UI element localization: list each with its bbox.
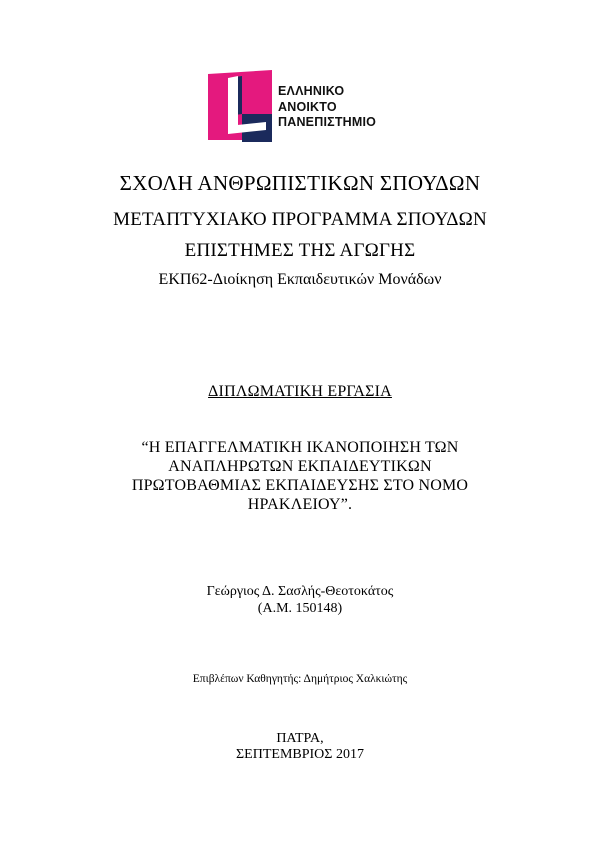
logo-line-1: ΕΛΛΗΝΙΚΟ (278, 84, 345, 98)
thesis-title-line: “Η ΕΠΑΓΓΕΛΜΑΤΙΚΗ ΙΚΑΝΟΠΟΙΗΣΗ ΤΩΝ (141, 439, 459, 456)
thesis-title (0, 438, 600, 514)
logo-line-2: ΑΝΟΙΚΤΟ (278, 99, 337, 114)
program-name: ΜΕΤΑΠΤΥΧΙΑΚΟ ΠΡΟΓΡΑΜΜΑ ΣΠΟΥΔΩΝ (113, 209, 487, 230)
module-name: ΕΚΠ62-Διοίκηση Εκπαιδευτικών Μονάδων (158, 271, 442, 288)
logo-line-3: ΠΑΝΕΠΙΣΤΗΜΙΟ (278, 115, 377, 129)
author-name: Γεώργιος Δ. Σασλής-Θεοτοκάτος (206, 584, 394, 599)
thesis-label: ΔΙΠΛΩΜΑΤΙΚΗ ΕΡΓΑΣΙΑ (208, 383, 392, 400)
university-logo-icon (208, 70, 274, 142)
city: ΠΑΤΡΑ, (276, 731, 324, 746)
university-logo-text (278, 84, 376, 131)
author-registration: (Α.Μ. 150148) (257, 601, 343, 616)
thesis-title-line: ΗΡΑΚΛΕΙΟΥ”. (247, 496, 353, 513)
university-logo (208, 70, 408, 142)
date: ΣΕΠΤΕΜΒΡΙΟΣ 2017 (236, 747, 364, 762)
thesis-title-line: ΑΝΑΠΛΗΡΩΤΩΝ ΕΚΠΑΙΔΕΥΤΙΚΩΝ (168, 458, 432, 475)
advisor-line: Επιβλέπων Καθηγητής: Δημήτριος Χαλκιώτης (192, 673, 408, 685)
school-name: ΣΧΟΛΗ ΑΝΘΡΩΠΙΣΤΙΚΩΝ ΣΠΟΥΔΩΝ (119, 171, 481, 195)
thesis-title-line: ΠΡΩΤΟΒΑΘΜΙΑΣ ΕΚΠΑΙΔΕΥΣΗΣ ΣΤΟ ΝΟΜΟ (131, 477, 469, 494)
field-name: ΕΠΙΣΤΗΜΕΣ ΤΗΣ ΑΓΩΓΗΣ (184, 240, 416, 261)
